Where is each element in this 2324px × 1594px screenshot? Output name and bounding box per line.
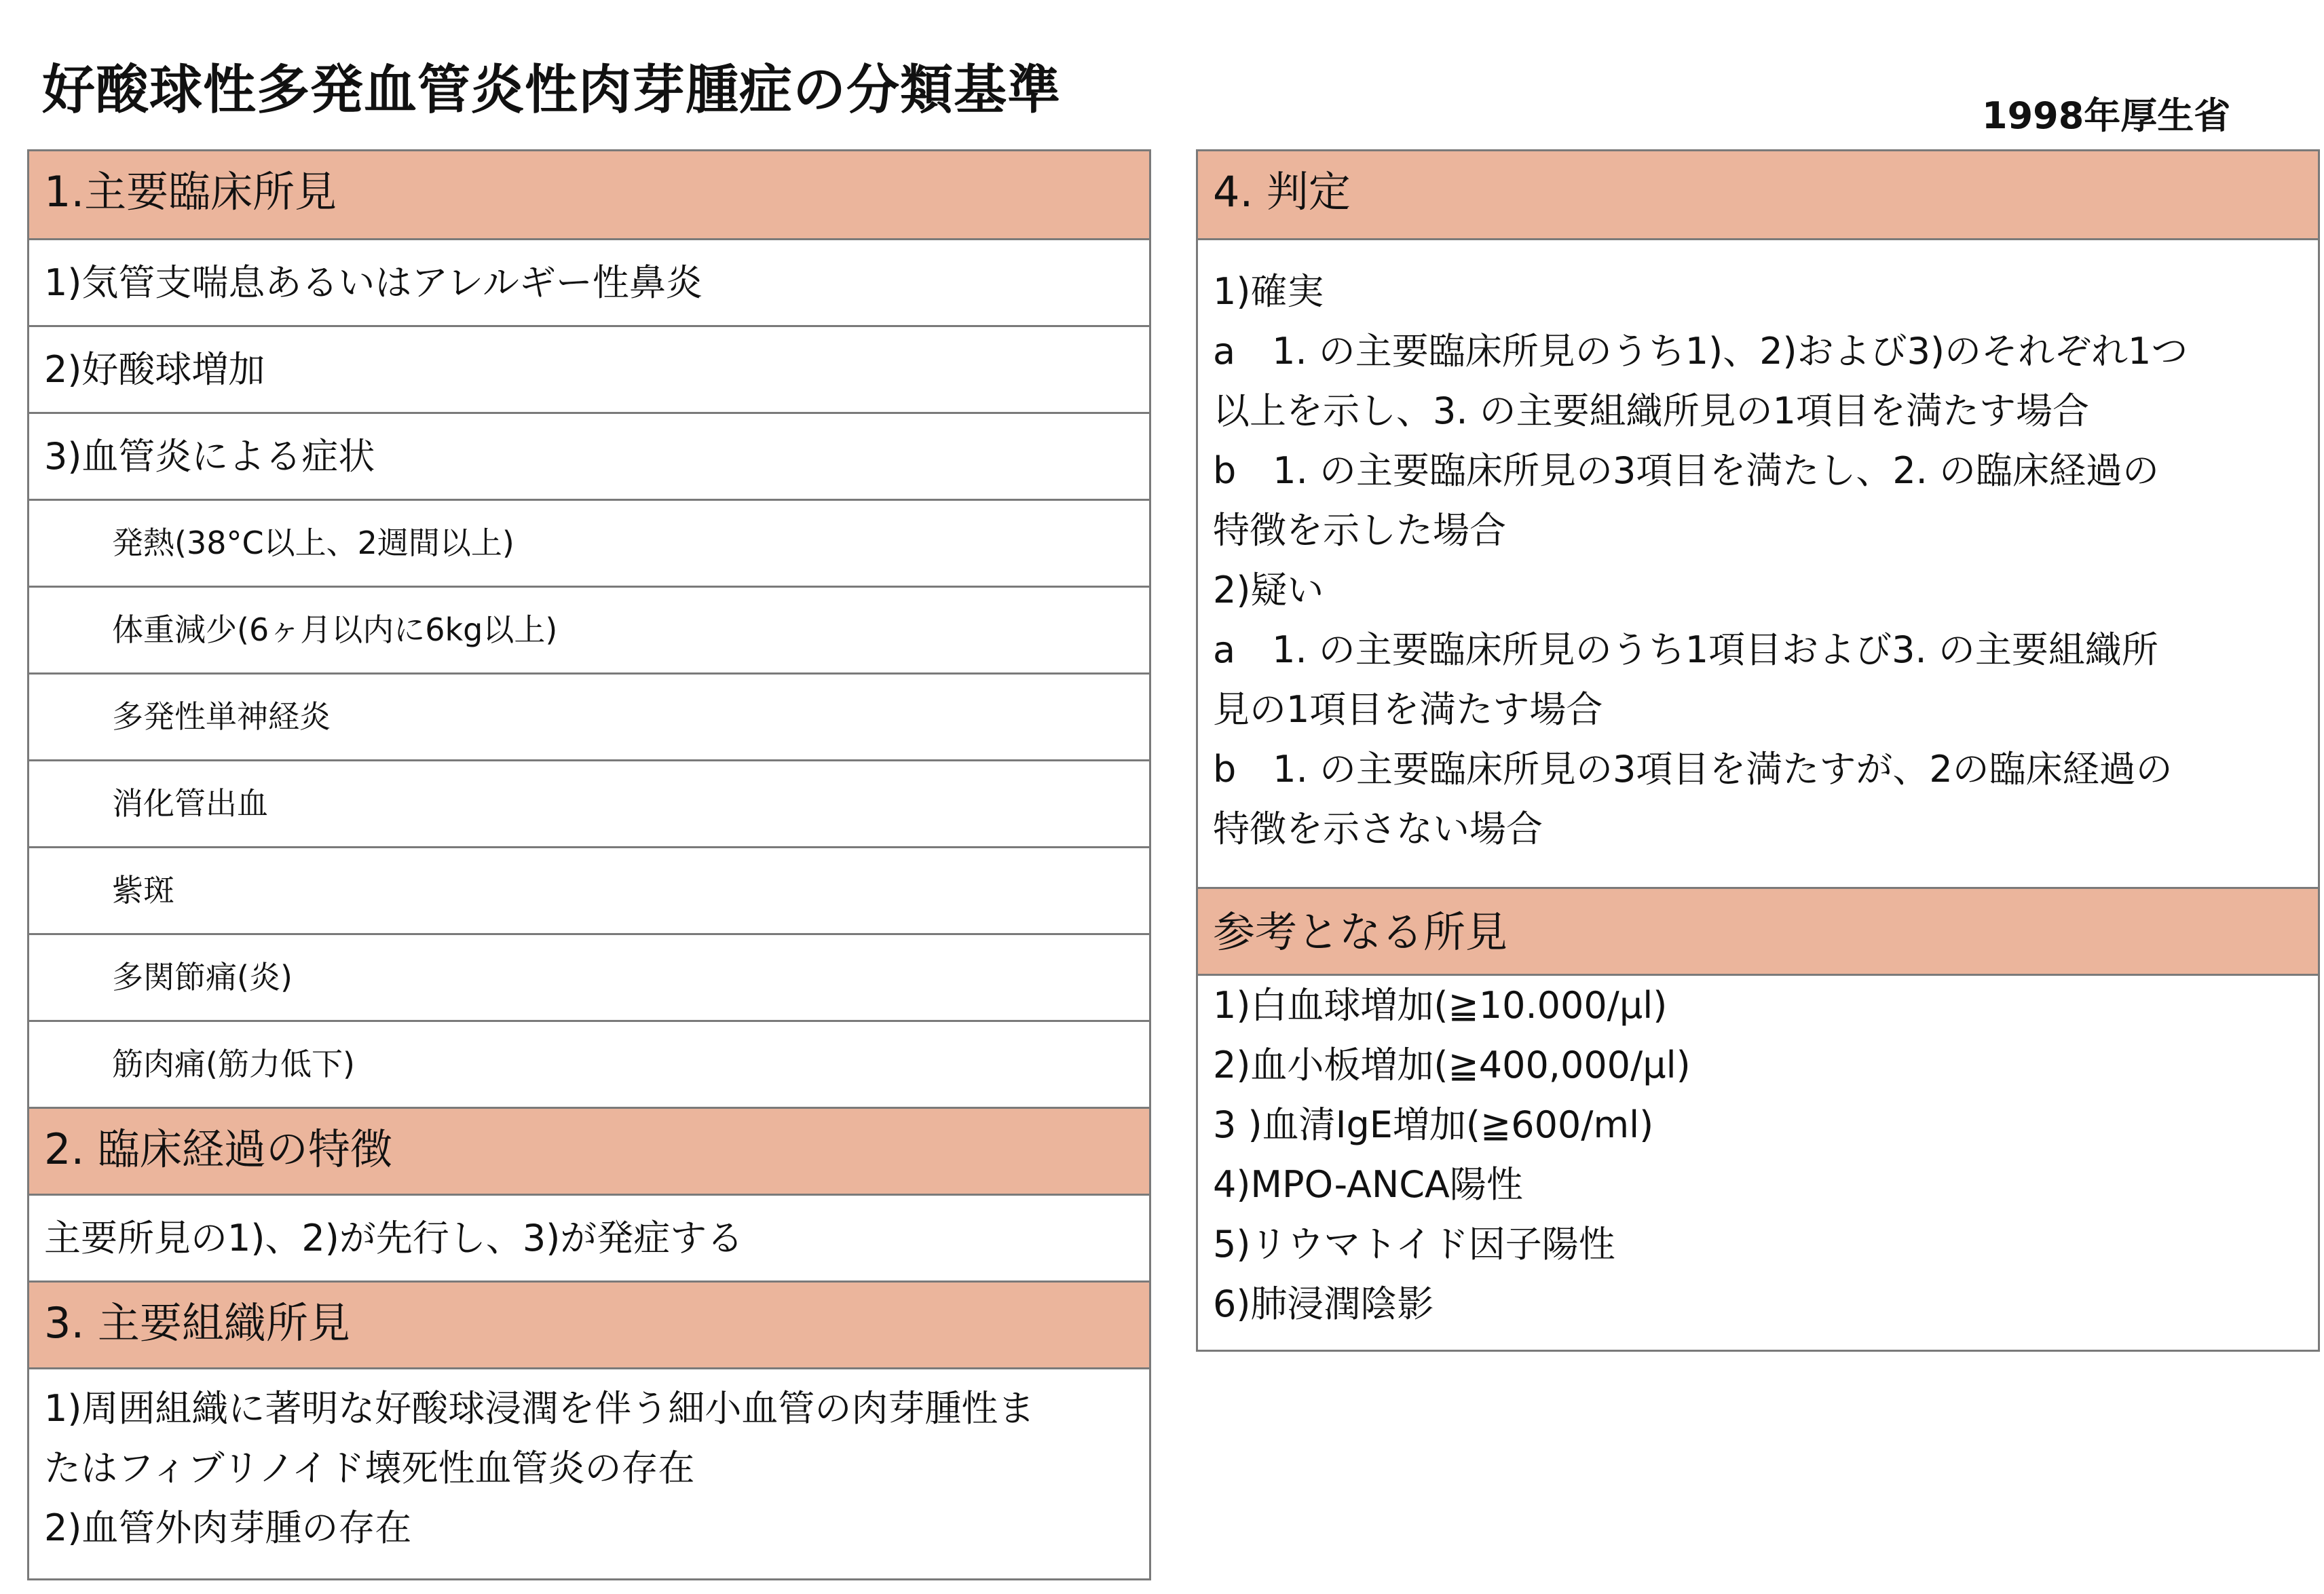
- histology-line: たはフィブリノイド壊死性血管炎の存在: [44, 1447, 695, 1489]
- clinical-course-header: 2. 臨床経過の特徴: [29, 1107, 1149, 1194]
- reference-line: 2)血小板増加(≧400,000/μl): [1213, 1044, 1691, 1086]
- judgement-line: 特徴を示した場合: [1213, 509, 1506, 552]
- histology-header: 3. 主要組織所見: [29, 1280, 1149, 1367]
- judgement-line: 1)確実: [1213, 270, 1324, 313]
- histology-line: 1)周囲組織に著明な好酸球浸潤を伴う細小血管の肉芽腫性ま: [44, 1387, 1035, 1430]
- reference-header: 参考となる所見: [1198, 887, 2318, 974]
- reference-line: 3 )血清IgE増加(≧600/ml): [1213, 1103, 1654, 1146]
- vasculitis-symptom: 紫斑: [29, 846, 1149, 933]
- reference-line: 4)MPO-ANCA陽性: [1213, 1163, 1523, 1206]
- judgement-header: 4. 判定: [1198, 151, 2318, 238]
- judgement-line: 以上を示し、3. の主要組織所見の1項目を満たす場合: [1213, 390, 2090, 432]
- criteria-table-right: [1196, 149, 2320, 1352]
- judgement-line: 2)疑い: [1213, 569, 1324, 611]
- reference-body: [1198, 974, 2318, 1350]
- vasculitis-symptom: 多発性単神経炎: [29, 672, 1149, 759]
- judgement-body: [1198, 238, 2318, 887]
- judgement-line: a 1. の主要臨床所見のうち1)、2)および3)のそれぞれ1つ: [1213, 330, 2188, 373]
- histology-line: 2)血管外肉芽腫の存在: [44, 1506, 412, 1549]
- source-label: 1998年厚生省: [1982, 94, 2231, 137]
- vasculitis-symptom: 消化管出血: [29, 759, 1149, 846]
- page-title: 好酸球性多発血管炎性肉芽腫症の分類基準: [42, 60, 1062, 121]
- major-finding-item: 3)血管炎による症状: [29, 412, 1149, 499]
- reference-line: 5)リウマトイド因子陽性: [1213, 1223, 1615, 1266]
- judgement-line: b 1. の主要臨床所見の3項目を満たすが、2の臨床経過の: [1213, 748, 2173, 791]
- reference-line: 1)白血球増加(≧10.000/μl): [1213, 984, 1668, 1027]
- major-finding-item: 1)気管支喘息あるいはアレルギー性鼻炎: [29, 238, 1149, 325]
- judgement-line: 見の1項目を満たす場合: [1213, 688, 1603, 731]
- major-findings-header: 1.主要臨床所見: [29, 151, 1149, 238]
- clinical-course-text: 主要所見の1)、2)が先行し、3)が発症する: [29, 1194, 1149, 1280]
- vasculitis-symptom: 体重減少(6ヶ月以内に6kg以上): [29, 586, 1149, 672]
- vasculitis-symptom: 筋肉痛(筋力低下): [29, 1020, 1149, 1107]
- judgement-line: a 1. の主要臨床所見のうち1項目および3. の主要組織所: [1213, 628, 2158, 671]
- major-finding-item: 2)好酸球増加: [29, 325, 1149, 412]
- judgement-line: 特徴を示さない場合: [1213, 808, 1543, 850]
- vasculitis-symptom: 発熱(38°C以上、2週間以上): [29, 499, 1149, 586]
- histology-findings: [29, 1367, 1149, 1578]
- judgement-line: b 1. の主要臨床所見の3項目を満たし、2. の臨床経過の: [1213, 449, 2160, 492]
- criteria-table-left: [27, 149, 1151, 1580]
- reference-line: 6)肺浸潤陰影: [1213, 1283, 1434, 1325]
- vasculitis-symptom: 多関節痛(炎): [29, 933, 1149, 1020]
